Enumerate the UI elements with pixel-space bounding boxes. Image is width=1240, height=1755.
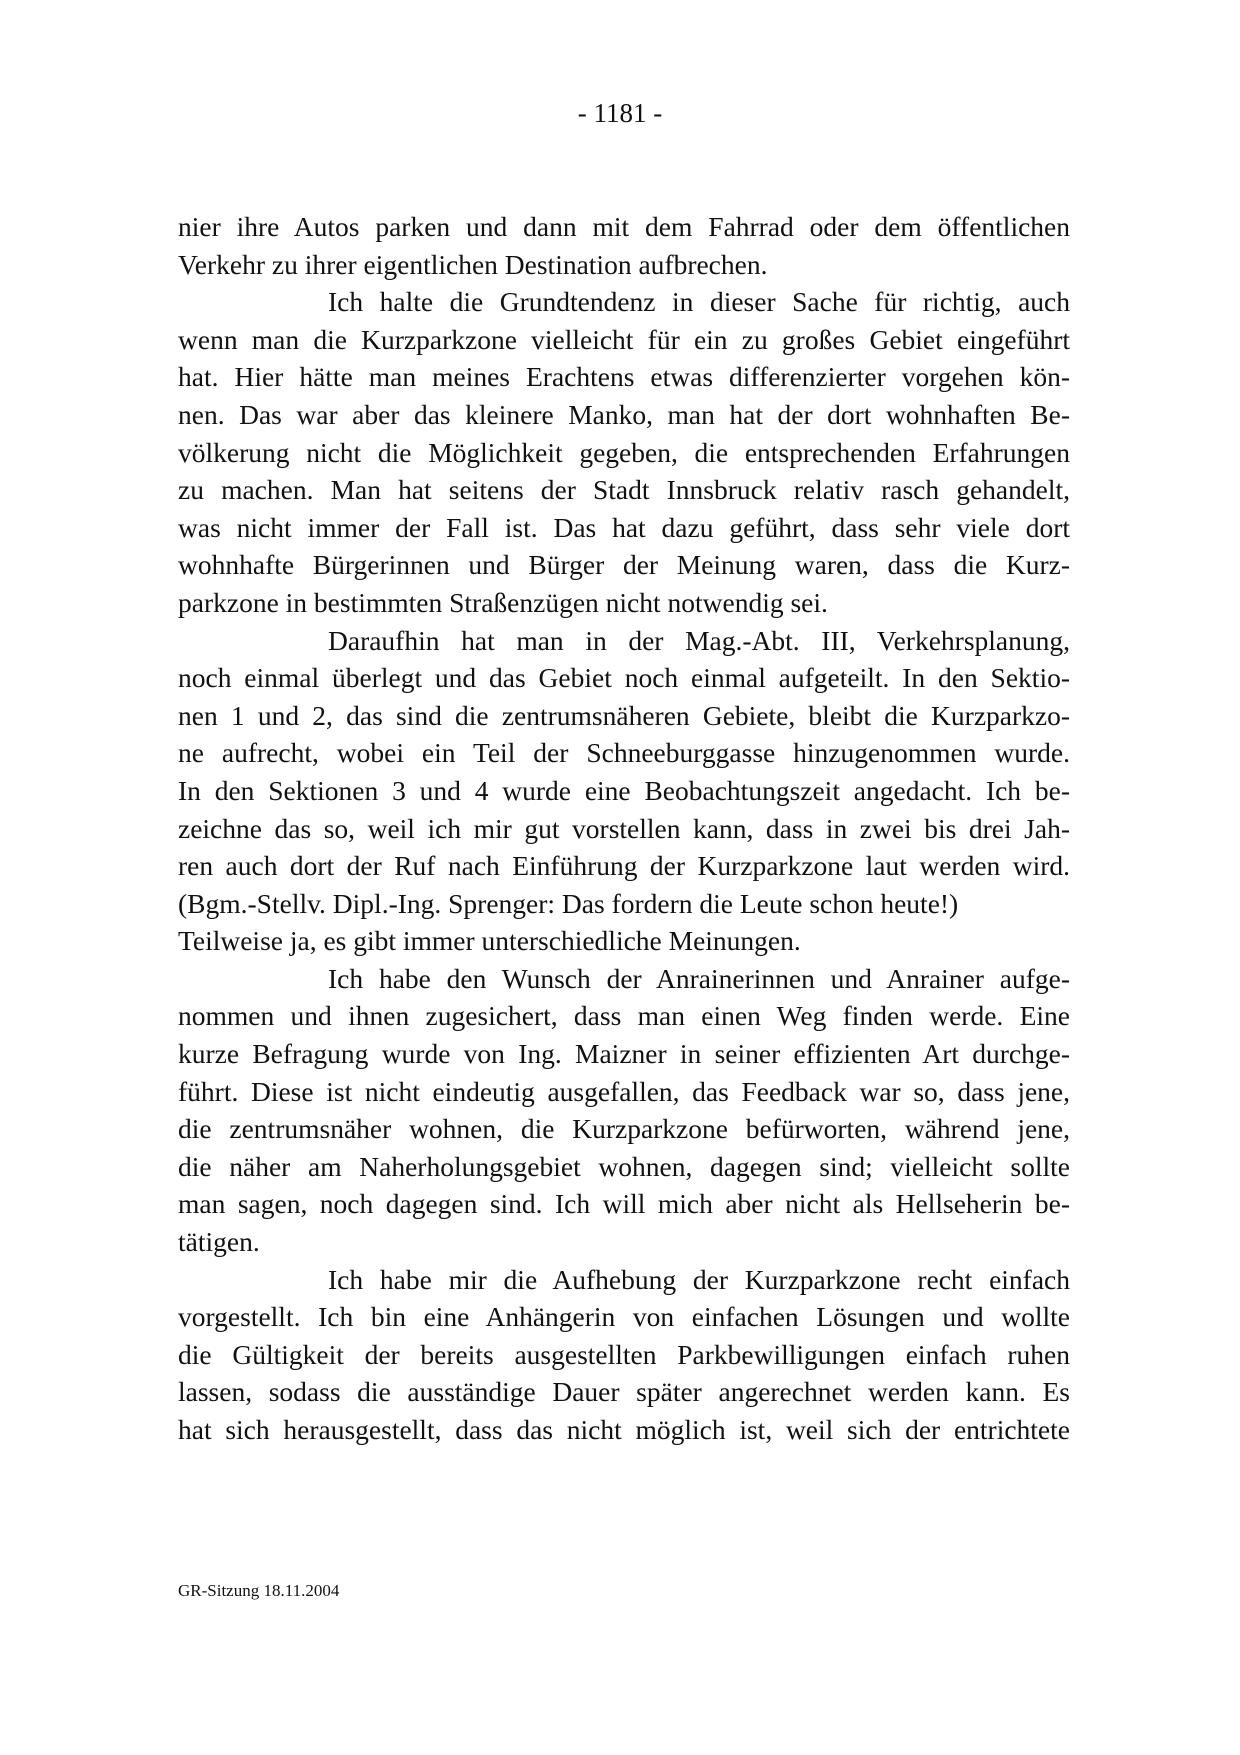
text-line: kurze Befragung wurde von Ing. Maizner in seiner effizienten Art durchge- xyxy=(178,1038,1070,1070)
text-line: nier ihre Autos parken und dann mit dem Fahrrad oder dem öffentlichen xyxy=(178,211,1070,242)
text-line: die Gültigkeit der bereits ausgestellten Parkbewilligungen einfach ruhen xyxy=(178,1338,1070,1370)
text-line: nen. Das war aber das kleinere Manko, man hat der dort wohnhaften Be- xyxy=(178,398,1070,430)
text-line: nen 1 und 2, das sind die zentrumsnäheren Gebiete, bleibt die Kurzparkzo- xyxy=(178,699,1070,731)
body-text xyxy=(178,208,1070,1449)
text-line: zu machen. Man hat seitens der Stadt Innsbruck relativ rasch gehandelt, xyxy=(178,474,1070,506)
text-line: führt. Diese ist nicht eindeutig ausgefallen, das Feedback war so, dass jene, xyxy=(178,1075,1070,1107)
text-line: die zentrumsnäher wohnen, die Kurzparkzone befürworten, während jene, xyxy=(178,1113,1070,1145)
text-line: die näher am Naherholungsgebiet wohnen, dagegen sind; vielleicht sollte xyxy=(178,1150,1070,1182)
text-line: ren auch dort der Ruf nach Einführung der Kurzparkzone laut werden wird. xyxy=(178,850,1070,882)
text-line: (Bgm.-Stellv. Dipl.-Ing. Sprenger: Das fordern die Leute schon heute!) xyxy=(178,887,959,919)
text-line: hat. Hier hätte man meines Erachtens etwas differenzierter vorgehen kön- xyxy=(178,361,1070,393)
text-line: noch einmal überlegt und das Gebiet noch einmal aufgeteilt. In den Sektio- xyxy=(178,662,1070,694)
text-line: hat sich herausgestellt, dass das nicht möglich ist, weil sich der entrichtete xyxy=(178,1414,1070,1445)
text-line: völkerung nicht die Möglichkeit gegeben, die entsprechenden Erfahrungen xyxy=(178,436,1070,468)
text-line: nommen und ihnen zugesichert, dass man einen Weg finden werde. Eine xyxy=(178,1000,1070,1032)
text-line: wenn man die Kurzparkzone vielleicht für ein zu großes Gebiet eingeführt xyxy=(178,323,1070,355)
text-line: was nicht immer der Fall ist. Das hat dazu geführt, dass sehr viele dort xyxy=(178,511,1070,543)
text-line: lassen, sodass die ausständige Dauer später angerechnet werden kann. Es xyxy=(178,1376,1070,1408)
text-line: tätigen. xyxy=(178,1226,260,1258)
text-line: zeichne das so, weil ich mir gut vorstellen kann, dass in zwei bis drei Jah- xyxy=(178,812,1070,844)
text-line: man sagen, noch dagegen sind. Ich will mich aber nicht als Hellseherin be- xyxy=(178,1188,1070,1220)
paragraph-first-line: Daraufhin hat man in der Mag.-Abt. III, Verkehrsplanung, xyxy=(328,624,1070,656)
text-line: wohnhafte Bürgerinnen und Bürger der Meinung waren, dass die Kurz- xyxy=(178,549,1070,581)
paragraph-first-line: Ich habe den Wunsch der Anrainerinnen und Anrainer aufge- xyxy=(328,962,1070,994)
text-line: Teilweise ja, es gibt immer unterschiedliche Meinungen. xyxy=(178,925,801,957)
text-line: vorgestellt. Ich bin eine Anhängerin von einfachen Lösungen und wollte xyxy=(178,1301,1070,1333)
paragraph-first-line: Ich habe mir die Aufhebung der Kurzparkzone recht einfach xyxy=(328,1263,1070,1295)
text-line: ne aufrecht, wobei ein Teil der Schneeburggasse hinzugenommen wurde. xyxy=(178,737,1070,769)
page-number: - 1181 - xyxy=(577,98,663,128)
paragraph-first-line: Ich halte die Grundtendenz in dieser Sache für richtig, auch xyxy=(328,286,1070,318)
text-line: Verkehr zu ihrer eigentlichen Destination aufbrechen. xyxy=(178,248,768,280)
footer-session-date: GR-Sitzung 18.11.2004 xyxy=(178,1581,340,1600)
text-line: In den Sektionen 3 und 4 wurde eine Beobachtungszeit angedacht. Ich be- xyxy=(178,774,1070,806)
text-line: parkzone in bestimmten Straßenzügen nicht notwendig sei. xyxy=(178,586,828,618)
